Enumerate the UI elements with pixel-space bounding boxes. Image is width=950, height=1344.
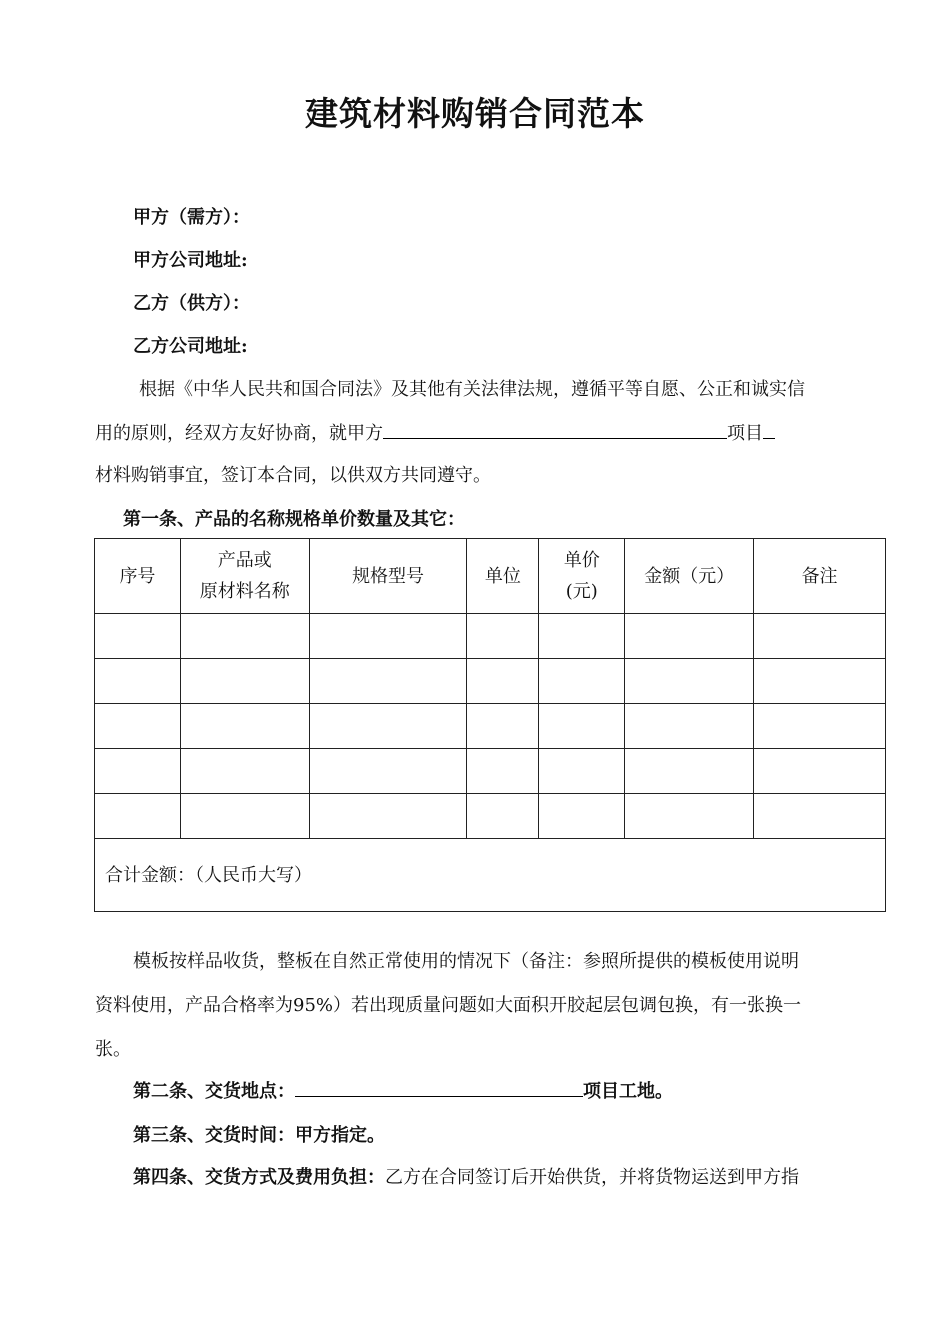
- intro-line-1: 根据《中华人民共和国合同法》及其他有关法律法规，遵循平等自愿、公正和诚实信: [139, 379, 805, 400]
- intro-line-2-suffix: 项目: [727, 423, 763, 444]
- project-name-blank: [383, 420, 727, 439]
- article-2-prefix: 第二条、交货地点：: [133, 1081, 295, 1102]
- article-2-suffix: 项目工地。: [583, 1081, 673, 1102]
- article-4-label: 第四条、交货方式及费用负担：: [133, 1167, 385, 1188]
- header-unit-price: 单价 (元): [539, 539, 625, 614]
- quality-line-2: 资料使用，产品合格率为95%）若出现质量问题如大面积开胶起层包调包换，有一张换一: [95, 995, 802, 1016]
- header-product-name: 产品或 原材料名称: [180, 539, 309, 614]
- header-unit: 单位: [467, 539, 539, 614]
- article-2-line: [133, 1078, 673, 1106]
- header-index: 序号: [95, 539, 181, 614]
- product-table: [94, 538, 886, 912]
- header-remarks: 备注: [754, 539, 886, 614]
- party-a-address-label: 甲方公司地址:: [133, 250, 248, 271]
- quality-line-1: 模板按样品收货，整板在自然正常使用的情况下（备注：参照所提供的模板使用说明: [133, 951, 799, 972]
- table-total-row: [95, 839, 886, 912]
- intro-line-2-prefix: 用的原则，经双方友好协商，就甲方: [95, 423, 383, 444]
- intro-line-3: 材料购销事宜，签订本合同，以供双方共同遵守。: [95, 465, 491, 486]
- party-b-label: 乙方（供方）：: [133, 293, 250, 314]
- total-amount-label: 合计金额：（人民币大写）: [95, 839, 886, 912]
- table-row: [95, 749, 886, 794]
- delivery-location-blank: [295, 1078, 583, 1097]
- article-3-line: 第三条、交货时间：甲方指定。: [133, 1125, 385, 1146]
- article-1-heading: 第一条、产品的名称规格单价数量及其它：: [123, 509, 465, 530]
- table-row: [95, 794, 886, 839]
- intro-line-2: [95, 420, 775, 448]
- document-title: 建筑材料购销合同范本: [305, 94, 645, 133]
- table-row: [95, 704, 886, 749]
- article-4-text: 乙方在合同签订后开始供货，并将货物运送到甲方指: [385, 1167, 799, 1188]
- table-row: [95, 659, 886, 704]
- header-spec: 规格型号: [309, 539, 467, 614]
- table-header-row: [95, 539, 886, 614]
- table-row: [95, 614, 886, 659]
- party-a-label: 甲方（需方）：: [133, 207, 250, 228]
- project-trailing-blank: [763, 420, 775, 439]
- quality-line-3: 张。: [95, 1039, 131, 1060]
- party-b-address-label: 乙方公司地址:: [133, 336, 248, 357]
- header-amount: 金额（元）: [625, 539, 754, 614]
- article-4-line: [133, 1164, 799, 1192]
